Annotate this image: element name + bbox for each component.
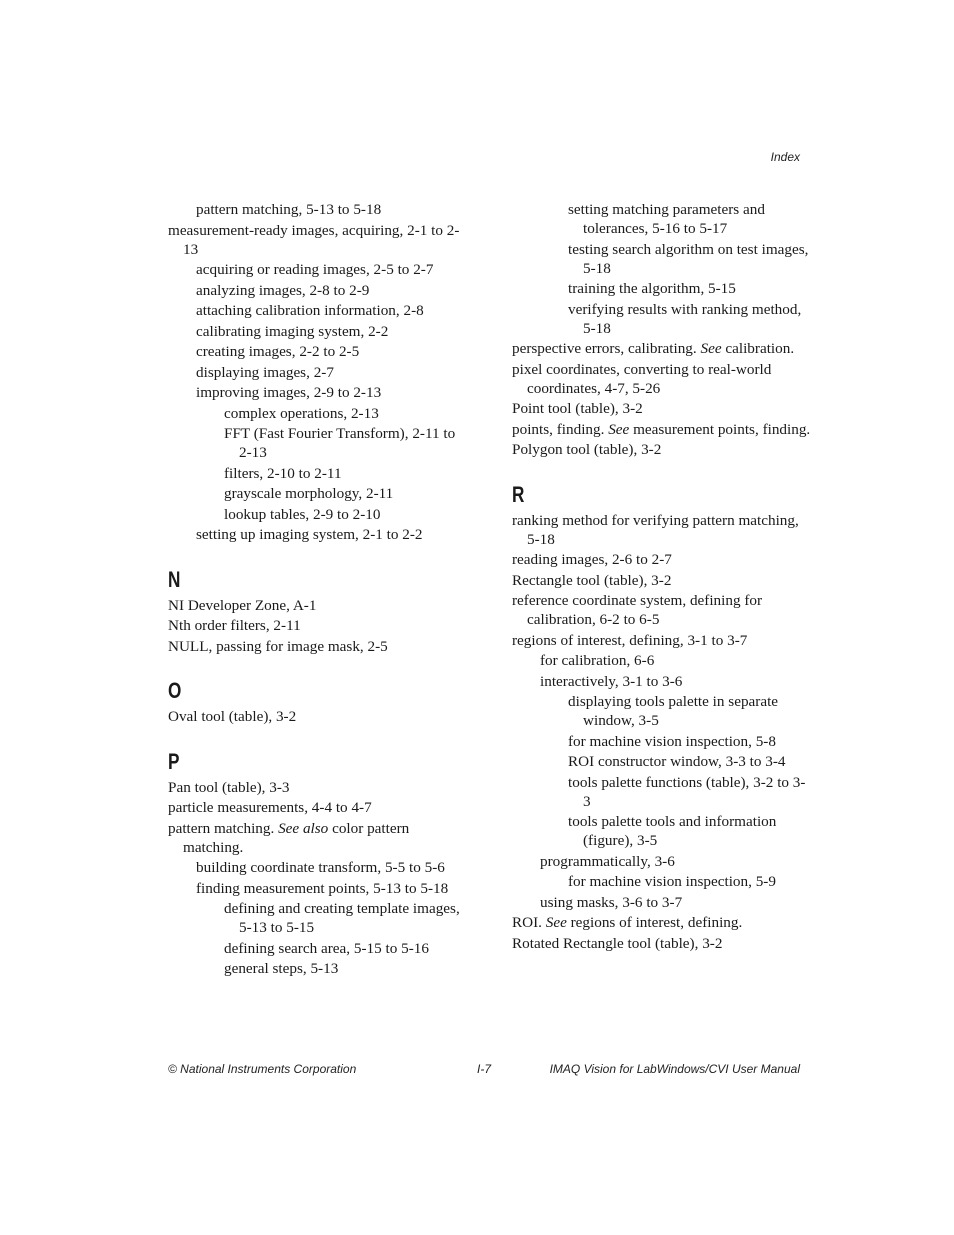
index-entry [196,363,468,382]
index-entry [168,221,468,259]
index-entry [512,591,812,629]
index-entry [512,420,812,439]
index-entry-text: verifying results with ranking method, 5-18 [568,300,802,337]
index-entry-text: pattern matching. [168,819,275,837]
index-entry [568,300,812,338]
index-entry [196,281,468,300]
index-entry-text: Rectangle tool (table), 3-2 [512,571,672,589]
index-entry-text: filters, 2-10 to 2-11 [224,464,342,482]
index-entry-text: building coordinate transform, 5-5 to 5-6 [196,859,445,876]
index-entry [196,879,468,898]
index-entry-text: Point tool (table), 3-2 [512,400,643,417]
index-entry [512,934,812,953]
footer-copyright: © National Instruments Corporation [168,1062,357,1076]
index-entry-text: particle measurements, 4-4 to 4-7 [168,799,372,816]
running-header-section: Index [770,150,800,164]
index-entry-text: reading images, 2-6 to 2-7 [512,551,672,568]
index-entry-text: Pan tool (table), 3-3 [168,778,290,796]
index-cross-reference-label: See [545,914,567,931]
index-entry [224,505,468,524]
index-entry-text: programmatically, 3-6 [540,852,675,870]
index-entry-text: complex operations, 2-13 [224,404,379,422]
index-entry [512,399,812,418]
index-entry [540,672,812,691]
index-entry-text: for machine vision inspection, 5-9 [568,873,776,890]
index-entry-text: displaying tools palette in separate window, 3-5 [568,693,779,729]
index-entry-text: tools palette functions (table), 3-2 to 3-3 [568,773,806,810]
index-entry-text: setting matching parameters and tolerances, 5-16 to 5-17 [568,201,765,237]
index-entry [568,240,812,278]
index-entry [224,424,468,462]
index-section-letter: N [168,566,181,592]
index-entry-text: finding measurement points, 5-13 to 5-18 [196,879,449,897]
index-entry [168,596,468,615]
index-entry [568,752,812,771]
index-entry [512,550,812,569]
index-entry [168,819,468,857]
index-entry-text: FFT (Fast Fourier Transform), 2-11 to 2-13 [224,425,456,461]
index-entry [168,778,468,797]
index-entry [168,707,468,726]
index-entry-text: attaching calibration information, 2-8 [196,302,424,319]
footer-manual-title: IMAQ Vision for LabWindows/CVI User Manual [549,1062,800,1076]
index-entry [568,692,812,730]
index-entry-text: pattern matching, 5-13 to 5-18 [196,201,382,218]
index-entry-text: for calibration, 6-6 [540,652,655,669]
index-entry [512,571,812,590]
index-entry [196,260,468,279]
index-entry-text: general steps, 5-13 [224,960,339,977]
index-entry [196,383,468,402]
index-entry [540,893,812,912]
index-entry [196,342,468,361]
index-entry [540,852,812,871]
index-entry-text: perspective errors, calibrating. [512,340,697,357]
index-section-letter: P [168,748,180,774]
index-entry [568,732,812,751]
index-entry [196,525,468,544]
index-entry [224,464,468,483]
index-cross-reference-target: calibration. [725,340,795,357]
index-entry [224,404,468,423]
index-cross-reference-label: See [608,420,630,438]
index-entry-text: calibrating imaging system, 2-2 [196,322,389,340]
index-entry [568,200,812,238]
index-entry-text: using masks, 3-6 to 3-7 [540,893,683,911]
index-entry-text: lookup tables, 2-9 to 2-10 [224,505,381,523]
index-entry-text: creating images, 2-2 to 2-5 [196,343,360,360]
index-entry-text: Polygon tool (table), 3-2 [512,441,662,458]
index-entry-text: ranking method for verifying pattern matching, 5-18 [512,511,799,548]
index-entry-text: tools palette tools and information (figure), 3-5 [568,813,777,849]
index-entry-text: defining and creating template images, 5-13 to 5-15 [224,900,460,936]
index-cross-reference-target: measurement points, finding. [633,420,811,438]
index-entry-text: Rotated Rectangle tool (table), 3-2 [512,934,723,952]
index-entry-text: improving images, 2-9 to 2-13 [196,384,382,401]
index-entry [540,651,812,670]
index-entry [568,812,812,850]
index-entry [224,899,468,937]
index-entry-text: acquiring or reading images, 2-5 to 2-7 [196,261,434,278]
index-entry [224,939,468,958]
index-entry [168,637,468,656]
index-entry [168,798,468,817]
index-entry-text: setting up imaging system, 2-1 to 2-2 [196,526,423,543]
index-entry-text: defining search area, 5-15 to 5-16 [224,939,429,957]
index-cross-reference-label: See also [278,819,329,837]
index-entry [568,279,812,298]
index-entry-text: displaying images, 2-7 [196,363,334,381]
index-entry-text: NULL, passing for image mask, 2-5 [168,637,388,655]
index-entry [196,301,468,320]
index-entry [196,858,468,877]
index-entry-text: points, finding. [512,420,605,438]
index-entry [512,511,812,549]
index-entry-text: testing search algorithm on test images, 5-18 [568,240,809,277]
index-entry-text: Nth order filters, 2-11 [168,617,301,634]
index-entry [196,322,468,341]
index-entry [512,913,812,932]
index-section-letter: O [168,678,182,703]
index-entry-text: ROI. [512,914,542,931]
index-cross-reference-target: color pattern matching. [183,819,410,856]
index-entry [512,440,812,459]
index-entry-text: interactively, 3-1 to 3-6 [540,672,683,690]
index-entry-text: analyzing images, 2-8 to 2-9 [196,281,370,299]
footer-page-number: I-7 [477,1062,492,1076]
index-entry [568,773,812,811]
index-entry-text: regions of interest, defining, 3-1 to 3-7 [512,631,748,649]
index-entry-text: measurement-ready images, acquiring, 2-1 to 2-13 [168,221,460,258]
index-section-letter: R [512,481,525,507]
index-entry-text: for machine vision inspection, 5-8 [568,732,776,750]
index-entry [168,616,468,635]
index-entry-text: reference coordinate system, defining for calibration, 6-2 to 6-5 [512,592,763,628]
index-entry-text: ROI constructor window, 3-3 to 3-4 [568,753,786,770]
index-entry [224,484,468,503]
index-entry-text: training the algorithm, 5-15 [568,280,736,297]
index-entry-text: NI Developer Zone, A-1 [168,596,317,614]
index-entry-text: Oval tool (table), 3-2 [168,708,297,725]
index-cross-reference-target: regions of interest, defining. [570,914,743,931]
index-entry [512,360,812,398]
index-entry-text: pixel coordinates, converting to real-world coordinates, 4-7, 5-26 [512,360,772,397]
index-column-right [512,200,812,954]
index-entry [568,872,812,891]
index-entry [512,339,812,358]
index-column-left [168,200,468,980]
index-entry-text: grayscale morphology, 2-11 [224,485,394,502]
index-entry [196,200,468,219]
index-entry [512,631,812,650]
index-cross-reference-label: See [700,340,722,357]
index-entry [224,959,468,978]
